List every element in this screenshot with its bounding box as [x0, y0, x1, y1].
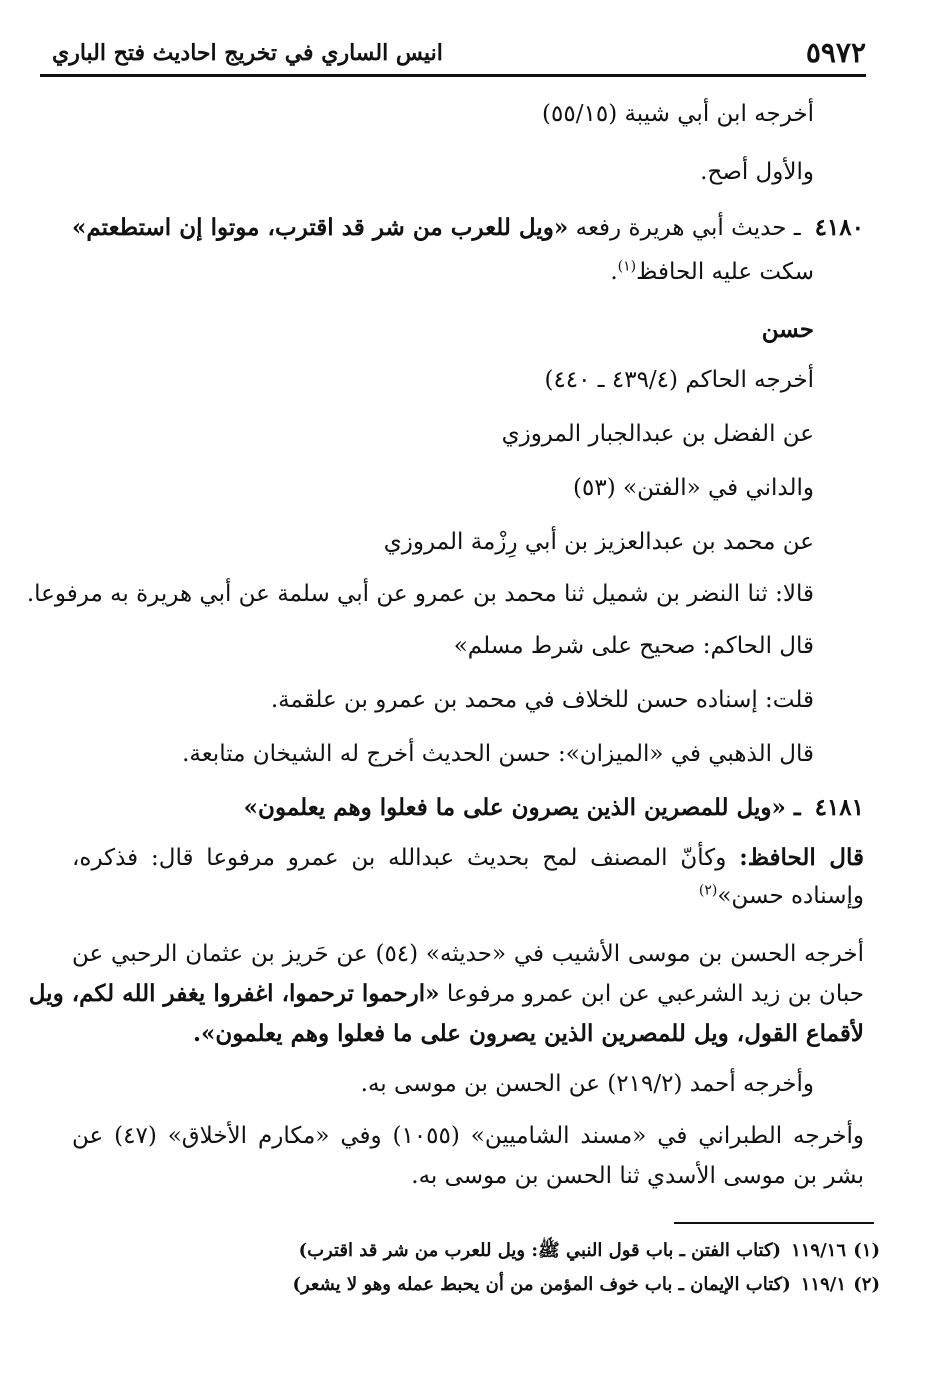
text-line [271, 684, 814, 716]
page-number: ٥٩٧٢ [805, 36, 866, 69]
text-line [610, 256, 814, 288]
text-span: . [610, 259, 618, 285]
text-span: أخرجه ابن أبي شيبة (٥٥/١٥) [542, 101, 814, 127]
hadith-text: «ويل للعرب من شر قد اقترب، موتوا إن استطعتم» [72, 214, 569, 241]
text-line [27, 578, 814, 610]
page-header [40, 30, 866, 77]
footnote-ref: (١) [617, 258, 637, 275]
text-line [542, 98, 814, 130]
text-span: حبان بن زيد الشرعبي عن ابن عمرو مرفوعا [446, 981, 864, 1007]
entry-number: ٤١٨٠ [814, 214, 864, 241]
footnote-mark: (٢) [853, 1274, 880, 1295]
text-line [72, 842, 864, 874]
grade-label [762, 314, 814, 346]
text-span: حسن [761, 316, 814, 343]
text-span: لأقماع القول، ويل للمصرين الذين يصرون على ما فعلوا وهم يعلمون». [193, 1020, 864, 1047]
text-span: عن الفضل بن عبدالجبار المروزي [501, 421, 814, 447]
footnote-reference: ١١٩/١ [800, 1274, 846, 1295]
text-span: وإسناده حسن» [717, 883, 864, 909]
text-span: عن محمد بن عبدالعزيز بن أبي رِزْمة المروزي [383, 529, 814, 555]
text-line [544, 364, 814, 396]
text-span: بشر بن موسى الأسدي ثنا الحسن بن موسى به. [411, 1163, 864, 1189]
footnote-mark: (١) [853, 1240, 880, 1261]
entry-4180 [72, 212, 864, 244]
text-line [699, 880, 864, 912]
text-line [573, 472, 814, 504]
text-span: وكأنّ المصنف لمح بحديث عبدالله بن عمرو مرفوعا قال: فذكره، [72, 845, 727, 871]
text-span: والأول أصح. [700, 159, 814, 185]
text-span: قال الذهبي في «الميزان»: حسن الحديث أخرج له الشيخان متابعة. [182, 741, 814, 767]
text-span: قالا: ثنا النضر بن شميل ثنا محمد بن عمرو عن أبي سلمة عن أبي هريرة به مرفوعا. [26, 581, 814, 607]
text-line [182, 738, 814, 770]
footnote-reference: ١١٩/١٦ [791, 1240, 846, 1261]
entry-number: ٤١٨١ [814, 794, 864, 821]
text-span: وأخرجه أحمد (٢١٩/٢) عن الحسن بن موسى به. [360, 1071, 814, 1097]
text-span: والداني في «الفتن» (٥٣) [573, 475, 814, 501]
footnote [292, 1272, 880, 1298]
hadith-text: ـ «ويل للمصرين الذين يصرون على ما فعلوا وهم يعلمون» [243, 794, 801, 821]
text-line [361, 1068, 814, 1100]
footnote-text: (كتاب الإيمان ـ باب خوف المؤمن من أن يحبط عمله وهو لا يشعر) [292, 1274, 791, 1295]
text-span: سكت عليه الحافظ [636, 259, 814, 285]
text-line [502, 418, 814, 450]
text-line [28, 978, 864, 1010]
text-line [384, 526, 814, 558]
text-line [700, 156, 814, 188]
text-line [72, 938, 864, 970]
running-title: انيس الساري في تخريج احاديث فتح الباري [52, 40, 443, 66]
footnote-text: (كتاب الفتن ـ باب قول النبي ﷺ: ويل للعرب من شر قد اقترب) [298, 1240, 782, 1261]
text-line [72, 1120, 864, 1152]
footnote-ref: (٢) [698, 882, 718, 899]
hadith-text: «ارحموا ترحموا، اغفروا يغفر الله لكم، ويل [28, 980, 440, 1007]
text-span: أخرجه الحسن بن موسى الأشيب في «حديثه» (٥٤) عن حَريز بن عثمان الرحبي عن [72, 941, 864, 967]
text-span: قال الحافظ: [739, 844, 865, 871]
text-span: قال الحاكم: صحيح على شرط مسلم» [453, 633, 814, 659]
footnote-divider [674, 1222, 874, 1224]
footnote [299, 1238, 880, 1264]
entry-4181 [244, 792, 864, 824]
text-span: وأخرجه الطبراني في «مسند الشاميين» (١٠٥٥) وفي «مكارم الأخلاق» (٤٧) عن [72, 1123, 864, 1149]
text-span: قلت: إسناده حسن للخلاف في محمد بن عمرو بن علقمة. [270, 687, 814, 713]
text-span: ـ حديث أبي هريرة رفعه [575, 215, 801, 241]
text-line [411, 1160, 864, 1192]
text-span: أخرجه الحاكم (٤٣٩/٤ ـ ٤٤٠) [544, 367, 814, 393]
hadith-text [193, 1018, 864, 1050]
text-line [454, 630, 814, 662]
